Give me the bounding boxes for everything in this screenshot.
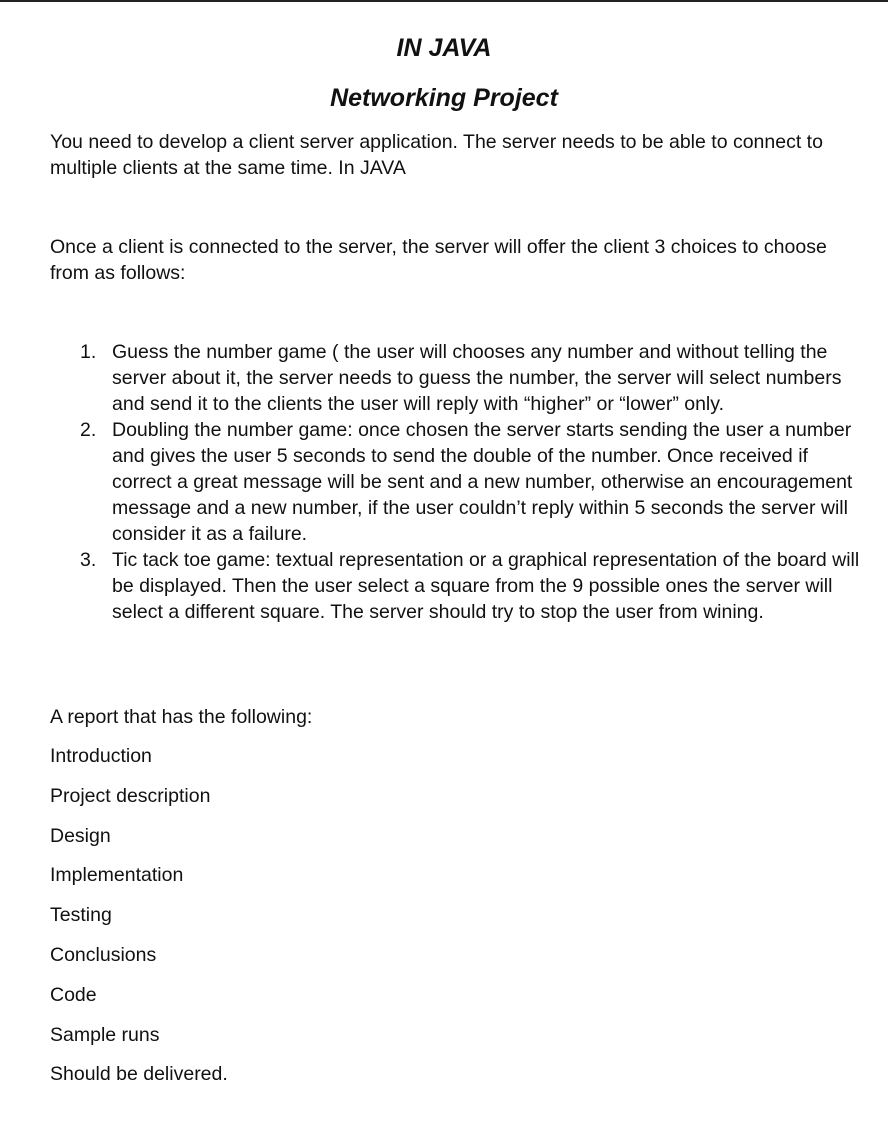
report-item: Code xyxy=(50,983,97,1006)
choice-text: Guess the number game ( the user will chooses any number and without telling the server about it, the server needs to guess the number, the server will select numbers and send it to the clients the user will reply with “higher” or “lower” only. xyxy=(112,341,842,415)
intro-paragraph: You need to develop a client server application. The server needs to be able to connect to multiple clients at the same time. In JAVA xyxy=(50,131,823,179)
choice-number: 2. xyxy=(80,419,97,441)
choices-list xyxy=(80,339,870,625)
choice-item-3 xyxy=(80,547,870,625)
choice-number: 1. xyxy=(80,341,97,363)
choice-text: Tic tack toe game: textual representation or a graphical representation of the board will be displayed. Then the user select a square from the 9 possible ones the server will select a different square. The server should try to stop the user from wining. xyxy=(112,549,860,623)
choice-text: Doubling the number game: once chosen the server starts sending the user a number and gives the user 5 seconds to send the double of the number. Once received if correct a great message will be sent and a new number, otherwise an encouragement message and a new number, if the user couldn’t reply within 5 seconds the server will consider it as a failure. xyxy=(112,419,853,545)
report-item: Project description xyxy=(50,784,211,807)
report-heading: A report that has the following: xyxy=(50,706,313,728)
document-subtitle: Networking Project xyxy=(330,84,558,112)
report-item: Sample runs xyxy=(50,1023,160,1046)
report-item: Introduction xyxy=(50,745,152,767)
choice-item-1 xyxy=(80,339,870,417)
report-item: Design xyxy=(50,824,111,847)
choice-item-2 xyxy=(80,417,870,547)
choices-intro-paragraph: Once a client is connected to the server, the server will offer the client 3 choices to choose from as follows: xyxy=(50,236,827,284)
choice-number: 3. xyxy=(80,549,97,571)
report-item: Conclusions xyxy=(50,943,157,966)
report-item: Implementation xyxy=(50,864,184,887)
report-item: Testing xyxy=(50,904,112,927)
document-title: IN JAVA xyxy=(396,34,492,62)
closing-line: Should be delivered. xyxy=(50,1063,228,1085)
report-items-list xyxy=(50,743,210,1061)
